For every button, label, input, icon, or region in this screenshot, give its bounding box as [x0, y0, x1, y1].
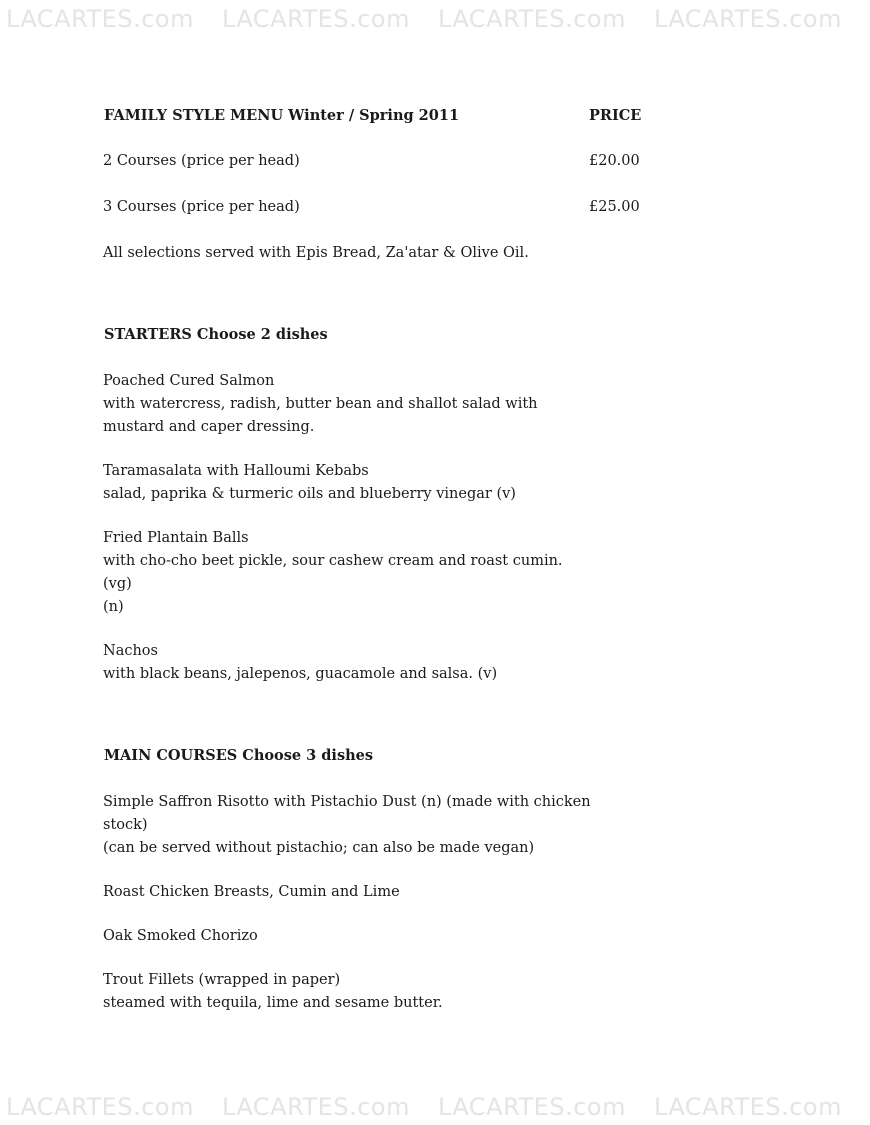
dish-description: stock) [103, 817, 148, 833]
dish-description: with black beans, jalepenos, guacamole and salsa. (v) [103, 666, 498, 682]
starters-heading: STARTERS Choose 2 dishes [104, 326, 328, 343]
bread-note-text: All selections served with Epis Bread, Za'atar & Olive Oil. [103, 245, 529, 261]
watermark-top [6, 2, 870, 36]
list-item [103, 640, 593, 686]
dish-title: Trout Fillets (wrapped in paper) [103, 972, 341, 988]
mains-heading: MAIN COURSES Choose 3 dishes [104, 747, 374, 764]
dish-description: (n) [103, 599, 124, 615]
watermark-text: LACARTES.com [6, 1093, 194, 1121]
list-item [103, 370, 593, 439]
list-item [103, 527, 593, 619]
list-item [103, 925, 593, 948]
dish-description: steamed with tequila, lime and sesame butter. [103, 995, 443, 1011]
pricing-row-2-courses [103, 150, 663, 173]
pricing-label: 2 Courses (price per head) [103, 153, 300, 169]
watermark-text: LACARTES.com [222, 1093, 410, 1121]
dish-description: with watercress, radish, butter bean and shallot salad with [103, 396, 538, 412]
watermark-text: LACARTES.com [438, 5, 626, 33]
dish-description: mustard and caper dressing. [103, 419, 315, 435]
dish-description: (can be served without pistachio; can also be made vegan) [103, 840, 535, 856]
price-column-label: PRICE [589, 107, 642, 124]
list-item [103, 881, 593, 904]
pricing-value: £25.00 [589, 199, 640, 215]
dish-title: Fried Plantain Balls [103, 530, 249, 546]
watermark-text: LACARTES.com [654, 1093, 842, 1121]
pricing-value: £20.00 [589, 153, 640, 169]
menu-header [103, 104, 663, 127]
list-item [103, 791, 593, 860]
pricing-row-3-courses [103, 196, 663, 219]
watermark-text: LACARTES.com [222, 5, 410, 33]
dish-title: Roast Chicken Breasts, Cumin and Lime [103, 884, 400, 900]
dish-title: Poached Cured Salmon [103, 373, 275, 389]
dish-title: Oak Smoked Chorizo [103, 928, 258, 944]
menu-title: FAMILY STYLE MENU Winter / Spring 2011 [104, 107, 460, 124]
watermark-text: LACARTES.com [654, 5, 842, 33]
pricing-label: 3 Courses (price per head) [103, 199, 300, 215]
watermark-text: LACARTES.com [6, 5, 194, 33]
dish-title: Simple Saffron Risotto with Pistachio Dust (n) (made with chicken [103, 794, 591, 810]
dish-title: Taramasalata with Halloumi Kebabs [103, 463, 369, 479]
dish-title: Nachos [103, 643, 158, 659]
dish-description: with cho-cho beet pickle, sour cashew cream and roast cumin. (vg) [103, 553, 563, 592]
list-item [103, 460, 593, 506]
list-item [103, 969, 593, 1015]
watermark-bottom [6, 1090, 870, 1124]
watermark-text: LACARTES.com [438, 1093, 626, 1121]
bread-note [103, 242, 663, 265]
menu-page [103, 104, 663, 1015]
dish-description: salad, paprika & turmeric oils and blueberry vinegar (v) [103, 486, 516, 502]
